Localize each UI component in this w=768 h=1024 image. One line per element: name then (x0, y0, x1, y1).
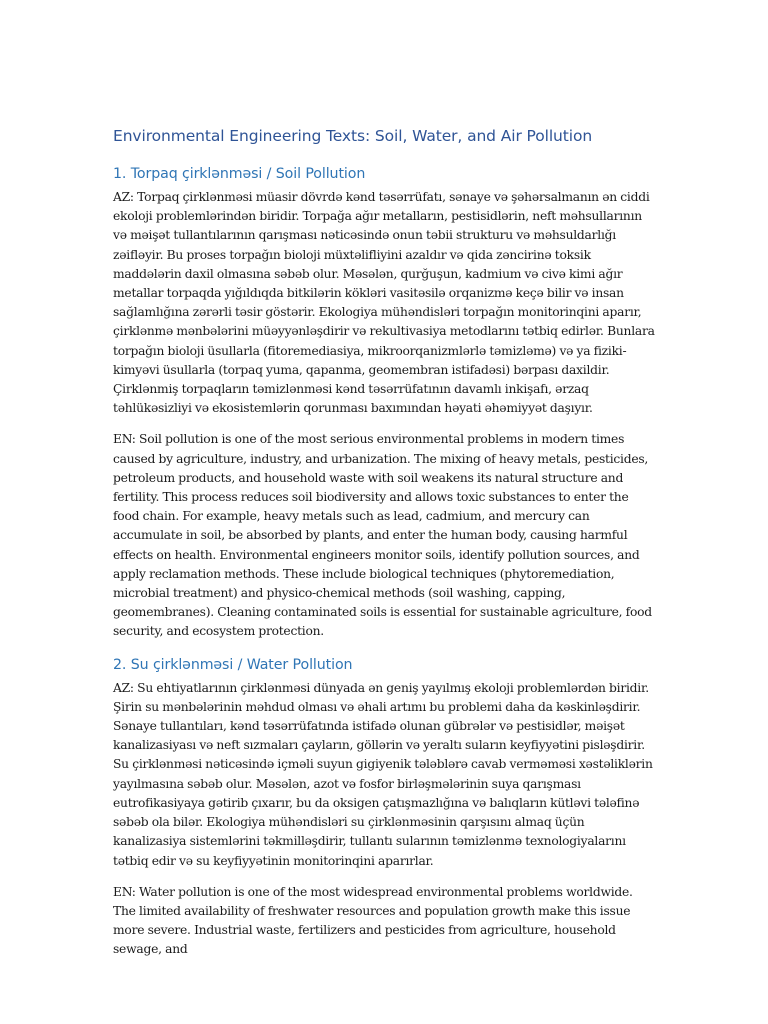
paragraph-water-az: AZ: Su ehtiyatlarının çirklənməsi dünyada ən geniş yayılmış ekoloji problemlərdən biridir. Şirin su mənbələrinin məhdud olması və əhali artımı bu problemi daha da kəskinləşdirir. Sənaye tullantıları, kənd təsərrüfatında istifadə olunan gübrələr və pestisidlər, məişət kanalizasiyası və neft sızmaları çayların, göllərin və yeraltı suların keyfiyyətini pisləşdirir. Su çirklənməsi nəticəsində içməli suyun gigiyenik tələblərə cavab verməməsi xəstəliklərin yayılmasına səbəb olur. Məsələn, azot və fosfor birləşmələrinin suya qarışması eutrofikasiyaya gətirib çıxarır, bu da oksigen çatışmazlığına və balıqların kütləvi tələfinə səbəb ola bilər. Ekologiya mühəndisləri su çirklənməsinin qarşısını almaq üçün kanalizasiya sistemlərini təkmilləşdirir, tullantı sularının təmizlənmə texnologiyalarını tətbiq edir və su keyfiyyətinin monitorinqini aparırlar. (113, 680, 653, 868)
paragraph-soil-az: AZ: Torpaq çirklənməsi müasir dövrdə kənd təsərrüfatı, sənaye və şəhərsalmanın ən ciddi ekoloji problemlərindən biridir. Torpağa ağır metalların, pestisidlərin, neft məhsullarının və məişət tullantılarının qarışması nəticəsində onun təbii strukturu və məhsuldarlığı zəifləyir. Bu proses torpağın bioloji müxtəlifliyini azaldır və qida zəncirinə toksik maddələrin daxil olmasına səbəb olur. Məsələn, qurğuşun, kadmium və civə kimi ağır metallar torpaqda yığıldıqda bitkilərin kökləri vasitəsilə orqanizmə keçə bilir və insan sağlamlığına zərərli təsir göstərir. Ekologiya mühəndisləri torpağın monitorinqini aparır, çirklənmə mənbələrini müəyyənləşdirir və rekultivasiya metodlarını tətbiq edirlər. Bunlara torpağın bioloji üsullarla (fitoremediasiya, mikroorqanizmlərlə təmizləmə) və ya fiziki-kimyəvi üsullarla (torpaq yuma, qapanma, geomembran istifadəsi) bərpası daxildir. Çirklənmiş torpaqların təmizlənməsi kənd təsərrüfatının davamlı inkişafı, ərzaq təhlükəsizliyi və ekosistemlərin qorunması baxımından həyati əhəmiyyət daşıyır. (113, 190, 655, 416)
paragraph-water-en: EN: Water pollution is one of the most widespread environmental problems worldwide. The limited availability of freshwater resources and population growth make this issue more severe. Industrial waste, fertilizers and pesticides from agriculture, household sewage, and (113, 884, 633, 957)
page-title: Environmental Engineering Texts: Soil, Water, and Air Pollution (113, 127, 593, 145)
document-body (113, 124, 658, 972)
paragraph-soil-en: EN: Soil pollution is one of the most serious environmental problems in modern times caused by agriculture, industry, and urbanization. The mixing of heavy metals, pesticides, petroleum products, and household waste with soil weakens its natural structure and fertility. This process reduces soil biodiversity and allows toxic substances to enter the food chain. For example, heavy metals such as lead, cadmium, and mercury can accumulate in soil, be absorbed by plants, and enter the human body, causing harmful effects on health. Environmental engineers monitor soils, identify pollution sources, and apply reclamation methods. These include biological techniques (phytoremediation, microbial treatment) and physico-chemical methods (soil washing, capping, geomembranes). Cleaning contaminated soils is essential for sustainable agriculture, food security, and ecosystem protection. (113, 432, 652, 639)
section-heading-soil-pollution: 1. Torpaq çirklənməsi / Soil Pollution (113, 166, 366, 182)
section-heading-water-pollution: 2. Su çirklənməsi / Water Pollution (113, 656, 353, 673)
